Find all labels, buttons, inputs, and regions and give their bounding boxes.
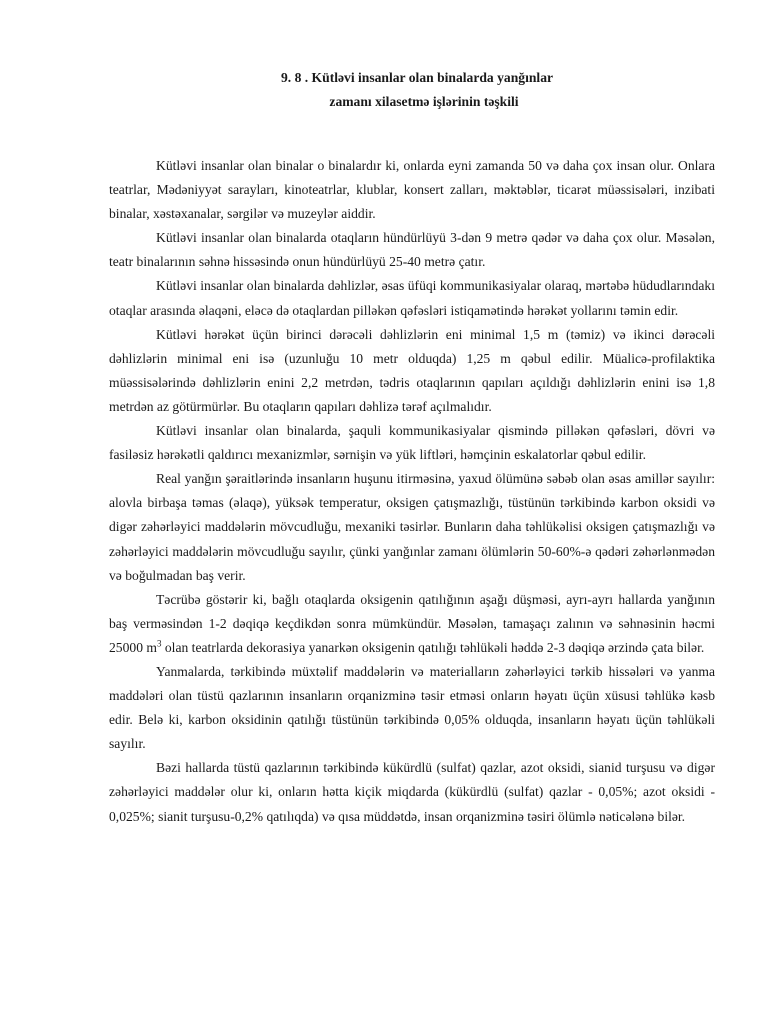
paragraph-7-tail: olan teatrlarda dekorasiya yanarkən oksigenin qatılığı təhlükəli həddə 2-3 dəqiqə ərzində çata bilər. xyxy=(161,639,705,655)
paragraph-7 xyxy=(109,588,715,660)
paragraph-3: Kütləvi insanlar olan binalarda dəhlizlər, əsas üfüqi kommunikasiyalar olaraq, mərtəbə hüdudlarındakı otaqlar arasında əlaqəni, eləcə də otaqlardan pilləkən qəfəsləri istiqamətində hərəkət yollarını təmin edir. xyxy=(109,278,715,318)
paragraph-8: Yanmalarda, tərkibində müxtəlif maddələrin və materialların zəhərləyici tərkib hissələri və yanma maddələri olan tüstü qazlarının insanların orqanizminə təsir etməsi onların həyatı üçün xüsusi təhlükə kəsb edir. Belə ki, karbon oksidinin qatılığı tüstünün tərkibində 0,05% olduqda, insanların həyatı üçün təhlükəli sayılır. xyxy=(109,663,715,752)
paragraph-5: Kütləvi insanlar olan binalarda, şaquli kommunikasiyalar qismində pilləkən qəfəsləri, dövri və fasiləsiz hərəkətli qaldırıcı mexanizmlər, sərnişin və yük liftləri, həmçinin eskalatorlar qəbul edilir. xyxy=(109,423,715,463)
paragraph-4: Kütləvi hərəkət üçün birinci dərəcəli dəhlizlərin eni minimal 1,5 m (təmiz) və ikinci dərəcəli dəhlizlərin minimal eni isə (uzunluğu 10 metr olduqda) 1,25 m qəbul edilir. Müalicə-profilaktika müəssisələrində dəhlizlərin enini 2,2 metrdən, tədris otaqlarının qapıları açıldığı dəhlizlərin enini isə 1,8 metrdən az götürmürlər. Bu otaqların qapıları dəhlizə tərəf açılmalıdır. xyxy=(109,326,715,414)
heading-line-1: 9. 8 . Kütləvi insanlar olan binalarda yanğınlar xyxy=(280,70,554,85)
paragraph-9: Bəzi hallarda tüstü qazlarının tərkibində kükürdlü (sulfat) qazlar, azot oksidi, sianid turşusu və digər zəhərləyici maddələr olur ki, onların hətta kiçik miqdarda (kükürdlü (sulfat) qazlar - 0,05%; azot oksidi - 0,025%; sianit turşusu-0,2% qatılıqda) və qısa müddətdə, insan orqanizminə təsiri ölümlə nəticələnə bilər. xyxy=(109,760,715,824)
paragraph-6: Real yanğın şəraitlərində insanların huşunu itirməsinə, yaxud ölümünə səbəb olan əsas amillər sayılır: alovla birbaşa təmas (əlaqə), yüksək temperatur, oksigen çatışmazlığı, tüstünün tərkibində karbon oksidi və digər zəhərləyici maddələrin mövcudluğu, mexaniki təsirlər. Bunların daha təhlükəlisi oksigen çatışmazlığı və zəhərləyici maddələrin mövcudluğu sayılır, çünki yanğınlar zamanı ölümlərin 50-60%-ə qədəri zəhərlənmədən və boğulmadan baş verir. xyxy=(109,471,715,583)
section-heading xyxy=(109,66,715,114)
paragraph-2: Kütləvi insanlar olan binalarda otaqların hündürlüyü 3-dən 9 metrə qədər və daha çox olur. Məsələn, teatr binalarının səhnə hissəsində onun hündürlüyü 25-40 metrə çatır. xyxy=(109,230,715,270)
cubic-superscript: 3 xyxy=(156,638,162,649)
heading-line-2: zamanı xilasetmə işlərinin təşkili xyxy=(329,94,519,109)
paragraph-1: Kütləvi insanlar olan binalar o binalardır ki, onlarda eyni zamanda 50 və daha çox insan olur. Onlara teatrlar, Mədəniyyət sarayları, kinoteatrlar, klublar, konsert zalları, məktəblər, ticarət müəssisələri, inzibati binalar, xəstəxanalar, sərgilər və muzeylər aiddir. xyxy=(109,158,715,222)
document-page xyxy=(109,66,715,829)
paragraph-7-text: Təcrübə göstərir ki, bağlı otaqlarda oksigenin qatılığının aşağı düşməsi, ayrı-ayrı hallarda yanğının baş verməsindən 1-2 dəqiqə keçdikdən sonra mümkündür. Məsələn, tamaşaçı zalının və səhnəsinin həcmi 25000 m xyxy=(109,591,715,655)
